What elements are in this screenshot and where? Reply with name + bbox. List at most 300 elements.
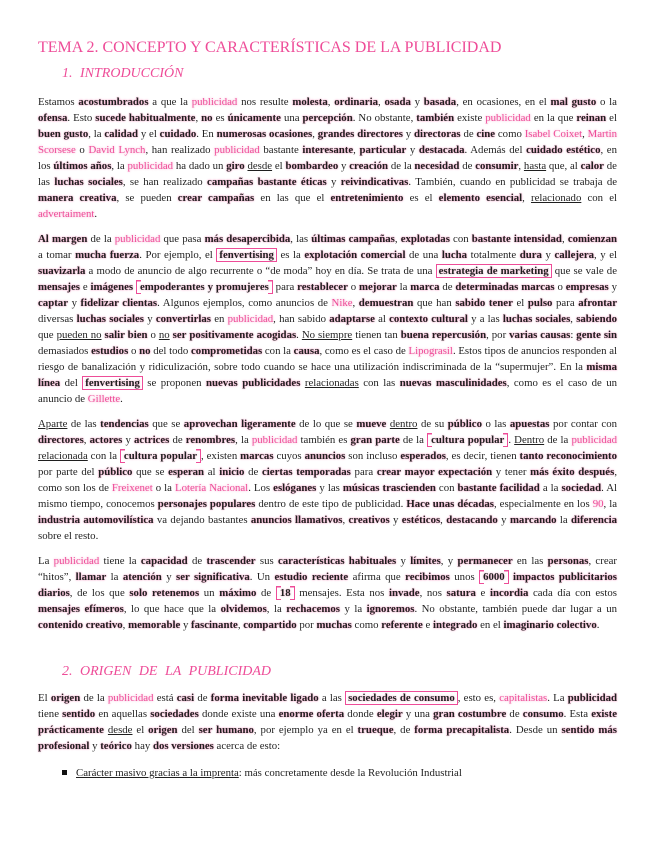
underlined-text: Carácter masivo gracias a la imprenta — [76, 767, 239, 779]
bold-highlight: tanto reconocimiento — [519, 450, 617, 462]
bold-highlight: cuidado estético — [526, 144, 601, 156]
bold-highlight: público — [98, 466, 133, 478]
text-run: o — [554, 281, 566, 293]
pink-term: publicidad — [251, 434, 298, 446]
underlined-text: desde — [107, 724, 133, 736]
bold-highlight: satura — [446, 587, 476, 599]
text-run: de — [244, 466, 263, 478]
text-run: en aquellas — [95, 708, 151, 720]
bold-highlight: estéticos — [401, 514, 441, 526]
text-run: por — [296, 619, 317, 631]
pink-term: Lipograsil — [408, 345, 453, 357]
bold-highlight: también — [416, 112, 455, 124]
text-run: a modo de anuncio de algo recurrente o “de moda” hoy en día. Se trata de una — [85, 265, 436, 277]
text-run: y — [406, 144, 419, 156]
boxed-term: sociedades de consumo — [345, 691, 458, 705]
text-run: . Al mismo tiempo, conocemos — [38, 482, 618, 510]
text-run: se proponen — [142, 377, 206, 389]
pink-term: publicidad — [53, 555, 100, 567]
text-run: para — [552, 297, 579, 309]
text-run: , han sabido — [273, 313, 330, 325]
text-run: . La — [547, 692, 568, 704]
pink-term: Nike — [331, 297, 353, 309]
bold-highlight: únicamente — [227, 112, 281, 124]
document-page — [38, 38, 617, 781]
text-run: y — [67, 297, 81, 309]
text-run: o — [75, 144, 89, 156]
bold-highlight: suavizarla — [38, 265, 86, 277]
text-run: y — [608, 281, 618, 293]
text-run: , — [352, 297, 359, 309]
bullet-text — [76, 767, 462, 779]
text-run: está — [153, 692, 177, 704]
bold-highlight: integrado — [433, 619, 478, 631]
bold-highlight: personas — [547, 555, 589, 567]
underlined-text: Dentro — [514, 434, 545, 446]
text-run: , de los que — [69, 587, 130, 599]
text-run: o — [347, 281, 360, 293]
bold-highlight: referente — [381, 619, 423, 631]
text-run: el — [272, 160, 286, 172]
text-run: , lo que hace que la — [123, 603, 221, 615]
underlined-text: hasta — [523, 160, 547, 172]
bold-highlight: elemento esencial — [438, 192, 523, 204]
bold-highlight: sabido tener — [455, 297, 513, 309]
text-run: . Por ejemplo, el — [139, 249, 217, 261]
bold-highlight: más éxito después — [530, 466, 615, 478]
bold-highlight: destacada — [418, 144, 465, 156]
underlined-text: desde — [247, 160, 273, 172]
pink-term: Freixenet — [111, 482, 153, 494]
bold-highlight: trascender — [206, 555, 256, 567]
text-run: cuyos — [273, 450, 305, 462]
bold-highlight: elegir — [376, 708, 403, 720]
bold-highlight: giro — [226, 160, 245, 172]
bullet-item — [62, 765, 617, 781]
text-run: y — [326, 176, 341, 188]
section-body — [38, 690, 617, 763]
text-run: , como son los de — [38, 466, 618, 494]
bold-highlight: ser significativa — [176, 571, 250, 583]
text-run: afirma que — [348, 571, 406, 583]
text-run: , como es el caso de un anuncio de — [38, 377, 618, 405]
bold-highlight: campañas bastante éticas — [207, 176, 327, 188]
bold-highlight: forma precapitalista — [414, 724, 510, 736]
text-run: , la — [88, 128, 105, 140]
text-run: , de — [393, 724, 415, 736]
text-run: . — [120, 393, 123, 405]
text-run: sus — [255, 555, 278, 567]
section-heading: 1. INTRODUCCIÓN — [62, 66, 184, 81]
text-run: , — [518, 160, 524, 172]
text-run: de la — [80, 692, 108, 704]
bold-highlight: origen — [148, 724, 178, 736]
bold-highlight: captar — [38, 297, 68, 309]
bold-highlight: ofensa — [38, 112, 68, 124]
text-run: , — [83, 434, 90, 446]
bold-highlight: marcando — [509, 514, 557, 526]
text-run: , en ocasiones, en el — [456, 96, 551, 108]
bold-highlight: límites — [410, 555, 441, 567]
bold-highlight: adaptarse — [329, 313, 375, 325]
bold-highlight: calor — [580, 160, 604, 172]
text-run: . No obstante, también puede dar lugar a un — [414, 603, 618, 615]
bold-highlight: cine — [476, 128, 496, 140]
section-introduccion — [38, 58, 617, 642]
bold-highlight: consumir — [475, 160, 519, 172]
bold-highlight: industria automovilística — [38, 514, 154, 526]
bold-highlight: nuevas publicidades — [205, 377, 301, 389]
bold-highlight: directores — [38, 434, 84, 446]
text-run: y — [338, 160, 350, 172]
text-run: que pasa — [160, 233, 205, 245]
text-run: con — [435, 482, 458, 494]
text-run: de — [506, 708, 523, 720]
bold-highlight: afrontar — [578, 297, 617, 309]
text-run: que se vale de — [551, 265, 617, 277]
text-run: . Esto — [67, 112, 96, 124]
bold-highlight: numerosas ocasiones — [216, 128, 313, 140]
bold-highlight: esperados — [400, 450, 446, 462]
text-run: a la — [539, 482, 562, 494]
text-run: y el — [138, 128, 160, 140]
bold-highlight: empresas — [565, 281, 609, 293]
bold-highlight: ordinaria — [334, 96, 378, 108]
bold-highlight: determinadas marcas — [455, 281, 555, 293]
bold-highlight: explotación comercial — [304, 249, 406, 261]
paragraph — [38, 231, 617, 407]
text-run: . Un — [249, 571, 275, 583]
text-run: de las — [67, 418, 101, 430]
text-run: va dejando bastantes — [153, 514, 251, 526]
text-run: la — [556, 514, 572, 526]
text-run: totalmente — [467, 249, 520, 261]
bold-highlight: recibimos — [405, 571, 450, 583]
text-run: de lo que se — [295, 418, 357, 430]
boxed-term: estrategia de marketing — [436, 264, 552, 278]
bold-highlight: sentido — [62, 708, 96, 720]
bold-highlight: llamar — [75, 571, 107, 583]
pink-term: publicidad — [571, 434, 618, 446]
bold-highlight: Al margen — [38, 233, 88, 245]
text-run: , por — [486, 329, 510, 341]
boxed-term: fenvertising — [82, 376, 143, 390]
bold-highlight: apuestas — [509, 418, 550, 430]
bold-highlight: ignoremos — [366, 603, 415, 615]
bold-highlight: gran parte — [350, 434, 400, 446]
bold-highlight: permanecer — [457, 555, 513, 567]
bold-highlight: capacidad — [140, 555, 188, 567]
bold-highlight: salir bien — [104, 329, 148, 341]
bold-highlight: trueque — [357, 724, 394, 736]
text-run: , por ejemplo ya en el — [253, 724, 358, 736]
bold-highlight: sociedad — [561, 482, 602, 494]
bold-highlight: más profesional — [38, 724, 617, 752]
text-run: es el — [403, 192, 439, 204]
bold-highlight: incordia — [489, 587, 529, 599]
bold-highlight: necesidad — [414, 160, 460, 172]
pink-term: publicidad — [114, 233, 161, 245]
bold-highlight: grandes directores — [317, 128, 403, 140]
text-run: en el — [477, 619, 504, 631]
bold-highlight: ser — [172, 329, 187, 341]
bold-highlight: no — [139, 345, 151, 357]
text-run: y — [402, 128, 415, 140]
pink-term: capitalistas — [499, 692, 548, 704]
text-run: tiene la — [99, 555, 141, 567]
text-run: y — [144, 313, 156, 325]
text-run: y — [541, 249, 555, 261]
text-run: por contar con — [549, 418, 617, 430]
bold-highlight: fidelizar clientas — [80, 297, 158, 309]
text-run: el — [132, 724, 149, 736]
underlined-text: dentro — [389, 418, 418, 430]
text-run: , — [582, 128, 588, 140]
text-run: con la — [87, 450, 120, 462]
pink-term: publicidad — [227, 313, 274, 325]
bold-highlight: mejorar — [359, 281, 397, 293]
text-run: y — [161, 571, 176, 583]
bold-highlight: eslóganes — [273, 482, 317, 494]
text-run: , es decir, tienen — [445, 450, 520, 462]
bold-highlight: bastante facilidad — [457, 482, 540, 494]
text-run: e — [475, 587, 490, 599]
text-run: al — [374, 313, 390, 325]
bold-highlight: positivamente acogidas — [189, 329, 297, 341]
text-run: , — [237, 619, 244, 631]
bold-highlight: dura — [519, 249, 542, 261]
bold-highlight: percepción — [302, 112, 353, 124]
underlined-text: No siempre — [301, 329, 353, 341]
section-body — [38, 94, 617, 642]
bold-highlight: no — [201, 112, 213, 124]
bold-highlight: pulso — [527, 297, 553, 309]
bold-highlight: casi — [176, 692, 195, 704]
bold-highlight: lucha — [441, 249, 468, 261]
text-run: que — [38, 329, 57, 341]
bold-highlight: bastante intensidad — [471, 233, 562, 245]
bold-highlight: basada — [423, 96, 457, 108]
text-run: y — [410, 96, 424, 108]
text-run: y — [497, 514, 510, 526]
bold-highlight: comprometidas — [191, 345, 263, 357]
text-run: , — [195, 112, 202, 124]
bold-highlight: buena repercusión — [400, 329, 487, 341]
bold-highlight: estudios — [91, 345, 129, 357]
text-run: Estamos — [38, 96, 79, 108]
text-run: o la — [152, 482, 175, 494]
text-run: de la — [399, 434, 428, 446]
text-run: , la — [603, 498, 617, 510]
bold-highlight: actrices — [133, 434, 170, 446]
text-run: dentro de este tipo de publicidad. — [255, 498, 407, 510]
bold-highlight: fascinante — [191, 619, 238, 631]
text-run: del todo — [150, 345, 191, 357]
text-run: , existen — [201, 450, 241, 462]
bullet-list — [62, 765, 617, 781]
text-run: nos resulte — [237, 96, 293, 108]
bold-highlight: crear campañas — [177, 192, 255, 204]
text-run: del — [60, 377, 83, 389]
text-run: que han — [413, 297, 456, 309]
text-run: de la — [544, 434, 572, 446]
text-run: y — [389, 514, 402, 526]
bold-highlight: buen gusto — [38, 128, 89, 140]
text-run: tienen tan — [352, 329, 401, 341]
text-run: . Los — [248, 482, 274, 494]
text-run: e — [422, 619, 433, 631]
text-run: o — [147, 329, 159, 341]
bold-highlight: acostumbrados — [78, 96, 149, 108]
pink-term: 90 — [592, 498, 604, 510]
pink-term: Gillette — [87, 393, 121, 405]
text-run: , han realizado — [145, 144, 215, 156]
bold-highlight: dos versiones — [152, 740, 214, 752]
bracketed-term: empoderantes y promujeres — [136, 280, 273, 294]
bold-highlight: manera creativa — [38, 192, 117, 204]
bold-highlight: sabiendo — [576, 313, 618, 325]
bold-highlight: tendencias — [100, 418, 149, 430]
pink-term: publicidad — [485, 112, 531, 124]
text-run: como — [351, 619, 382, 631]
text-run: , la — [266, 603, 287, 615]
text-run: , y el — [594, 249, 617, 261]
text-run: un — [199, 587, 220, 599]
text-run: . — [596, 619, 600, 631]
bold-highlight: consumo — [522, 708, 564, 720]
paragraph — [38, 553, 617, 633]
section-origen — [38, 656, 617, 781]
bold-highlight: creativos — [348, 514, 390, 526]
text-run: la — [396, 281, 411, 293]
text-run: , crear “hitos”, — [38, 555, 618, 583]
bold-highlight: existe prácticamente — [38, 708, 617, 736]
bold-highlight: ser humano — [198, 724, 254, 736]
bold-highlight: marca — [410, 281, 440, 293]
bold-highlight: reinan — [576, 112, 607, 124]
text-run: . Esta — [563, 708, 592, 720]
text-run: demasiados — [38, 345, 92, 357]
bold-highlight: restablecer — [297, 281, 348, 293]
paragraph — [38, 416, 617, 544]
bold-highlight: aprovechan ligeramente — [183, 418, 296, 430]
text-run: . — [94, 208, 98, 220]
bold-highlight: mensajes efímeros — [38, 603, 124, 615]
text-run: al — [204, 466, 220, 478]
text-run: . Algunos ejemplos, como anuncios de — [157, 297, 332, 309]
bold-highlight: forma inevitable ligado — [210, 692, 319, 704]
text-run: , — [570, 313, 577, 325]
text-run: , — [378, 96, 385, 108]
text-run: de — [439, 281, 456, 293]
text-run: , especialmente en los — [493, 498, 593, 510]
text-run: , — [327, 96, 335, 108]
text-run: , nos — [419, 587, 447, 599]
text-run: La — [38, 555, 54, 567]
text-run: . No obstante, — [352, 112, 417, 124]
bold-highlight: osada — [384, 96, 411, 108]
text-run: a tomar — [38, 249, 76, 261]
text-run: . También, cuando en publicidad se trabaja de — [408, 176, 618, 188]
text-run: de — [256, 587, 276, 599]
text-run: de — [459, 160, 476, 172]
text-run: que se — [148, 418, 184, 430]
text-run: , y — [440, 555, 458, 567]
text-run: , — [353, 144, 360, 156]
text-run: con las — [358, 377, 400, 389]
text-run: , — [561, 233, 568, 245]
text-run: del — [177, 724, 199, 736]
paragraph — [38, 690, 617, 754]
underlined-text: Aparte — [38, 418, 68, 430]
bold-highlight: últimos años — [53, 160, 112, 172]
bold-highlight: calidad — [104, 128, 138, 140]
bold-highlight: gente sin — [576, 329, 618, 341]
pink-term: David Lynch — [88, 144, 146, 156]
text-run: son incluso — [345, 450, 401, 462]
text-run: de la — [87, 233, 115, 245]
text-run: para — [350, 466, 377, 478]
bold-highlight: impactos publicitarios diarios — [38, 571, 618, 599]
bold-highlight: entretenimiento — [330, 192, 404, 204]
text-run: en las — [512, 555, 548, 567]
text-run: , — [522, 192, 531, 204]
text-run: , en los — [38, 144, 617, 172]
bold-highlight: enorme oferta — [278, 708, 345, 720]
text-run: es — [212, 112, 228, 124]
underlined-text: no — [158, 329, 170, 341]
text-run: bastante — [259, 144, 303, 156]
text-run: de — [194, 692, 211, 704]
bold-highlight: esperan — [168, 466, 205, 478]
underlined-text: pueden no — [56, 329, 102, 341]
bold-highlight: renombres — [185, 434, 236, 446]
pink-term: advertaiment — [38, 208, 95, 220]
text-run: acerca de esto: — [213, 740, 281, 752]
text-run: y tener — [492, 466, 531, 478]
text-run: y — [396, 555, 411, 567]
text-run: . Desde un — [509, 724, 562, 736]
bold-highlight: estudio reciente — [274, 571, 349, 583]
bold-highlight: inicio — [219, 466, 245, 478]
bold-highlight: causa — [293, 345, 320, 357]
bold-highlight: olvidemos — [220, 603, 267, 615]
bold-highlight: comienzan — [567, 233, 617, 245]
text-run: sobre el resto. — [38, 530, 99, 542]
bold-highlight: últimas campañas — [311, 233, 395, 245]
text-run: y la — [340, 603, 367, 615]
bold-highlight: mensajes — [38, 281, 80, 293]
bold-highlight: molesta — [292, 96, 328, 108]
text-run: en las que el — [254, 192, 331, 204]
text-run: diversas — [38, 313, 77, 325]
text-run: mensajes. Esta nos — [294, 587, 389, 599]
bold-highlight: rechacemos — [286, 603, 341, 615]
bold-highlight: imaginario colectivo — [503, 619, 597, 631]
bold-highlight: teórico — [100, 740, 132, 752]
bold-highlight: Hace unas décadas — [406, 498, 494, 510]
bold-highlight: atención — [122, 571, 162, 583]
text-run: , se pueden — [116, 192, 178, 204]
text-run: , como es el caso de — [319, 345, 409, 357]
bold-highlight: contexto cultural — [389, 313, 468, 325]
text-run: unos — [449, 571, 480, 583]
text-run: de su — [417, 418, 448, 430]
underlined-text: relacionada — [38, 450, 88, 462]
bold-highlight: anuncios — [304, 450, 346, 462]
paragraph — [38, 94, 617, 222]
text-run: en — [210, 313, 228, 325]
